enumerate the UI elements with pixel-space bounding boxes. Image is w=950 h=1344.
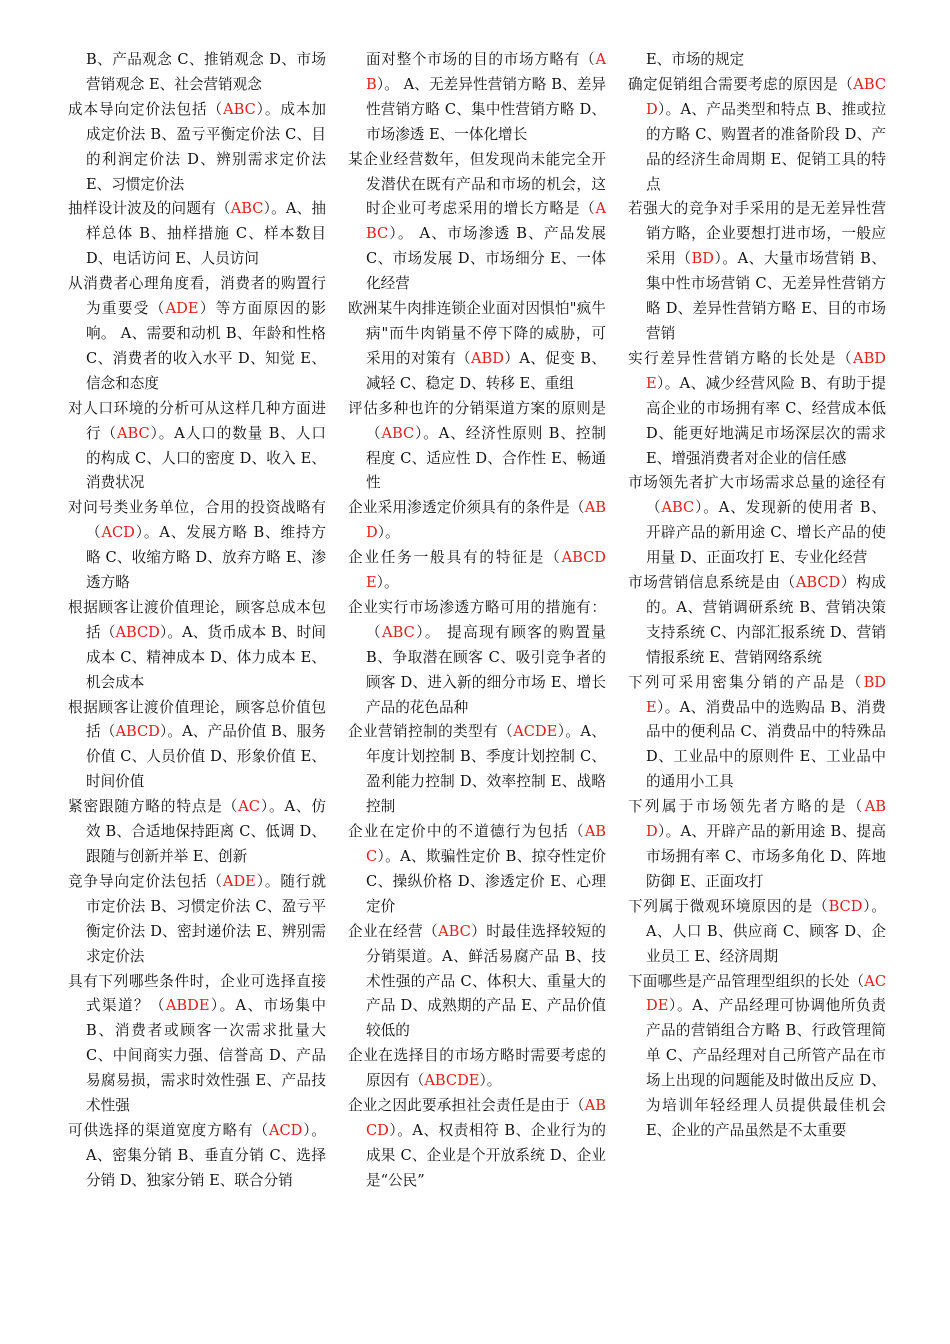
question-text: E、市场的规定 — [646, 51, 745, 68]
question-item — [68, 596, 326, 696]
question-options: ）构成的。A、营销调研系统 B、营销决策支持系统 C、内部汇报系统 D、营销情报系统 E、营销网络系统 — [646, 574, 886, 666]
question-item — [628, 73, 886, 198]
question-options: ）等方面原因的影响。 A、需要和动机 B、年龄和性格 C、消费者的收入水平 D、知觉 E、信念和态度 — [86, 300, 326, 392]
question-text: 若强大的竞争对手采用的是无差异性营销方略，企业要想打进市场，一般应采用（ — [628, 200, 886, 268]
question-options: ）。A、消费品中的选购品 B、消费品中的便利品 C、消费品中的特殊品 D、工业品中的原则件 E、工业品中的通用小工具 — [646, 698, 886, 791]
question-options: ）。A、发现新的使用者 B、开辟产品的新用途 C、增长产品的使用量 D、正面攻打 E、专业化经营 — [646, 499, 886, 567]
question-text: 成本导向定价法包括（ — [68, 100, 224, 118]
question-item — [348, 546, 606, 596]
answer-key: ABC — [438, 922, 471, 940]
question-text: 从消费者心理角度看，消费者的购置行为重要受（ — [68, 275, 326, 318]
question-text: 企业采用渗透定价须具有的条件是（ — [348, 499, 585, 517]
question-options: ）。A、抽样总体 B、抽样措施 C、样本数目 D、电话访问 E、人员访问 — [86, 200, 326, 268]
question-text: 下列属于微观环境原因的是（ — [628, 897, 829, 915]
question-text: 对人口环境的分析可从这样几种方面进行（ — [68, 399, 326, 442]
question-options: ）。 — [376, 574, 399, 592]
question-item — [348, 297, 606, 397]
question-options: ）。A、开辟产品的新用途 B、提高市场拥有率 C、市场多角化 D、阵地防御 E、正面攻打 — [646, 823, 886, 890]
question-item — [68, 496, 326, 596]
question-item — [628, 795, 886, 895]
answer-key: ABC — [230, 200, 264, 218]
answer-key: ADE — [222, 872, 256, 890]
question-item — [68, 98, 326, 198]
question-text: 紧密跟随方略的特点是（ — [68, 798, 239, 816]
answer-key: ABCDE — [424, 1072, 480, 1090]
question-item — [348, 397, 606, 497]
answer-key: ABC — [117, 424, 150, 442]
answer-key: ABC — [366, 200, 606, 243]
question-options: ）。A、欺骗性定价 B、掠夺性定价 C、操纵价格 D、渗透定价 E、心理定价 — [366, 848, 606, 915]
answer-key: ADE — [165, 300, 199, 318]
question-text: 企业实行市场渗透方略可用的措施有：（ — [348, 598, 606, 641]
question-options: ）。A、年度计划控制 B、季度计划控制 C、盈利能力控制 D、效率控制 E、战略控制 — [366, 723, 606, 816]
question-text: 下列可采用密集分销的产品是（ — [628, 673, 864, 691]
question-options: ）时最佳选择较短的分销渠道。A、鲜活易腐产品 B、技术性强的产品 C、体积大、重量大的产品 D、成熟期的产品 E、产品价值较低的 — [366, 922, 606, 1040]
column-1 — [68, 48, 326, 1194]
question-text: 抽样设计波及的问题有（ — [68, 200, 231, 218]
question-item — [68, 1119, 326, 1194]
answer-key: BCD — [828, 897, 863, 915]
question-options: ）。成本加成定价法 B、盈亏平衡定价法 C、目的利润定价法 D、辨别需求定价法 E、习惯定价法 — [86, 100, 326, 193]
question-text: 根据顾客让渡价值理论，顾客总价值包括（ — [68, 698, 326, 741]
question-item — [628, 970, 886, 1144]
question-text: 企业在选择目的市场方略时需要考虑的原因有（ — [348, 1047, 606, 1090]
question-text: 欧洲某牛肉排连锁企业面对因惧怕"疯牛病"而牛肉销量不停下降的威胁，可采用的对策有（ — [348, 300, 606, 367]
answer-key: AC — [238, 798, 260, 816]
question-options: ）。A、减少经营风险 B、有助于提高企业的市场拥有率 C、经营成本低 D、能更好地满足市场深层次的需求 E、增强消费者对企业的信任感 — [646, 374, 886, 467]
question-options: ）。A、大量市场营销 B、集中性市场营销 C、无差异性营销方略 D、差异性营销方略 E、目的市场营销 — [646, 250, 886, 342]
question-continuation — [628, 48, 886, 73]
answer-key: ABCD — [795, 574, 841, 592]
question-text: B、产品观念 C、推销观念 D、市场营销观念 E、社会营销观念 — [86, 51, 326, 93]
question-options: ）。随行就市定价法 B、习惯定价法 C、盈亏平衡定价法 D、密封递价法 E、辨别需求定价法 — [86, 872, 326, 965]
answer-key: BD — [691, 250, 714, 268]
question-text: 面对整个市场的目的市场方略有（ — [366, 51, 596, 68]
answer-key: ACD — [268, 1121, 303, 1139]
answer-key: ABCD — [646, 75, 886, 118]
question-item — [68, 696, 326, 796]
question-text: 具有下列哪些条件时，企业可选择直接式渠道？（ — [68, 972, 326, 1015]
question-text: 企业在定价中的不道德行为包括（ — [348, 823, 585, 841]
question-item — [628, 471, 886, 571]
answer-key: ABCD — [115, 623, 160, 641]
question-options: ）。 — [479, 1072, 502, 1090]
answer-key: AB — [366, 51, 606, 93]
question-text: 下列属于市场领先者方略的是（ — [628, 798, 865, 816]
question-options: ）。A、产品类型和特点 B、推或拉的方略 C、购置者的准备阶段 D、产品的经济生命周期 E、促销工具的特点 — [646, 100, 886, 193]
answer-key: ABDE — [646, 349, 886, 392]
answer-key: ABD — [366, 499, 606, 542]
question-text: 企业营销控制的类型有（ — [348, 723, 514, 741]
answer-key: ABCD — [366, 1097, 606, 1139]
question-options: ）。A、密集分销 B、垂直分销 C、选择分销 D、独家分销 E、联合分销 — [86, 1121, 326, 1189]
question-text: 根据顾客让渡价值理论，顾客总成本包括（ — [68, 598, 326, 641]
answer-key: ABCD — [115, 723, 160, 741]
question-item — [348, 820, 606, 920]
question-item — [348, 720, 606, 820]
question-item — [348, 496, 606, 546]
column-3 — [628, 48, 886, 1144]
question-options: ）。A、市场集中 B、消费者或顾客一次需求批量大 C、中间商实力强、信誉高 D、产品易腐易损，需求时效性强 E、产品技术性强 — [86, 997, 326, 1115]
question-item — [628, 347, 886, 472]
question-text: 确定促销组合需要考虑的原因是（ — [628, 75, 854, 93]
question-item — [628, 197, 886, 346]
question-options: ）。A、发展方略 B、维持方略 C、收缩方略 D、放弃方略 E、渗透方略 — [86, 524, 326, 592]
question-options: ）。A、产品经理可协调他所负责产品的营销组合方略 B、行政管理简单 C、产品经理对自己所管产品在市场上出现的问题能及时做出反应 D、为培训年轻经理人员提供最佳机会 E、企业的产品虽然是不太重要 — [646, 997, 886, 1139]
question-item — [68, 970, 326, 1119]
question-text: 对问号类业务单位，合用的投资战略有（ — [68, 499, 326, 542]
column-2 — [348, 48, 606, 1194]
answer-key: ABC — [223, 100, 256, 118]
question-item — [348, 920, 606, 1045]
question-text: 实行差异性营销方略的长处是（ — [628, 349, 854, 367]
answer-key: ABD — [646, 798, 886, 841]
question-options: ）。A人口的数量 B、人口的构成 C、人口的密度 D、收入 E、消费状况 — [86, 424, 326, 492]
answer-key: ABD — [470, 349, 504, 367]
question-item — [68, 272, 326, 397]
question-item — [348, 148, 606, 297]
question-options: ）。 提高现有顾客的购置量 B、争取潜在顾客 C、吸引竞争者的顾客 D、进入新的细分市场 E、增长产品的花色品种 — [366, 623, 606, 716]
question-text: 可供选择的渠道宽度方略有（ — [68, 1121, 269, 1139]
question-item — [348, 1094, 606, 1194]
answer-key: ABCDE — [366, 549, 606, 592]
question-item — [348, 1044, 606, 1094]
answer-key: ABC — [661, 499, 695, 517]
question-text: 市场领先者扩大市场需求总量的途径有（ — [628, 474, 886, 517]
question-options: ）。A、货币成本 B、时间成本 C、精神成本 D、体力成本 E、机会成本 — [86, 623, 326, 691]
question-item — [348, 596, 606, 721]
answer-key: ABC — [366, 823, 606, 865]
answer-key: BDE — [646, 673, 886, 716]
question-options: ）。A、经济性原则 B、控制程度 C、适应性 D、合作性 E、畅通性 — [366, 424, 606, 492]
answer-key: ACDE — [646, 972, 886, 1015]
answer-key: ABDE — [165, 997, 210, 1015]
question-item — [68, 397, 326, 497]
question-item — [628, 895, 886, 970]
question-options: ）。 A、人口 B、供应商 C、顾客 D、企业员工 E、经济周期 — [646, 897, 886, 965]
question-item — [68, 795, 326, 870]
question-item — [68, 197, 326, 272]
question-text: 下面哪些是产品管理型组织的长处（ — [628, 972, 865, 990]
question-continuation — [348, 48, 606, 148]
question-options: ）。 A、无差异性营销方略 B、差异性营销方略 C、集中性营销方略 D、市场渗透 E、一体化增长 — [366, 75, 606, 143]
question-options: ）。A、产品价值 B、服务价值 C、人员价值 D、形象价值 E、时间价值 — [86, 723, 326, 791]
question-item — [68, 870, 326, 970]
answer-key: ABC — [382, 623, 415, 641]
question-item — [628, 671, 886, 796]
question-options: ）。A、仿效 B、合适地保持距离 C、低调 D、跟随与创新并举 E、创新 — [86, 798, 326, 865]
question-continuation — [68, 48, 326, 98]
question-options: ）A、促变 B、减轻 C、稳定 D、转移 E、重组 — [366, 349, 606, 392]
question-text: 企业任务一般具有的特征是（ — [348, 549, 562, 567]
answer-key: ACDE — [513, 723, 558, 741]
question-text: 企业在经营（ — [348, 922, 439, 940]
question-text: 市场营销信息系统是由（ — [628, 574, 796, 592]
question-text: 企业之因此要承担社会责任是由于（ — [348, 1097, 585, 1115]
question-options: ）。A、权责相符 B、企业行为的成果 C、企业是个开放系统 D、企业是“公民” — [366, 1121, 606, 1189]
question-item — [628, 571, 886, 671]
question-options: ）。 — [377, 524, 400, 542]
question-text: 某企业经营数年，但发现尚未能完全开发潜伏在既有产品和市场的机会，这时企业可考虑采用的增长方略是（ — [348, 150, 606, 218]
answer-key: ACD — [101, 524, 135, 542]
answer-key: ABC — [381, 424, 415, 442]
question-options: ）。 A、市场渗透 B、产品发展 C、市场发展 D、市场细分 E、一体化经营 — [366, 225, 606, 293]
question-text: 竞争导向定价法包括（ — [68, 872, 223, 890]
question-text: 评估多种也许的分销渠道方案的原则是（ — [348, 399, 606, 442]
